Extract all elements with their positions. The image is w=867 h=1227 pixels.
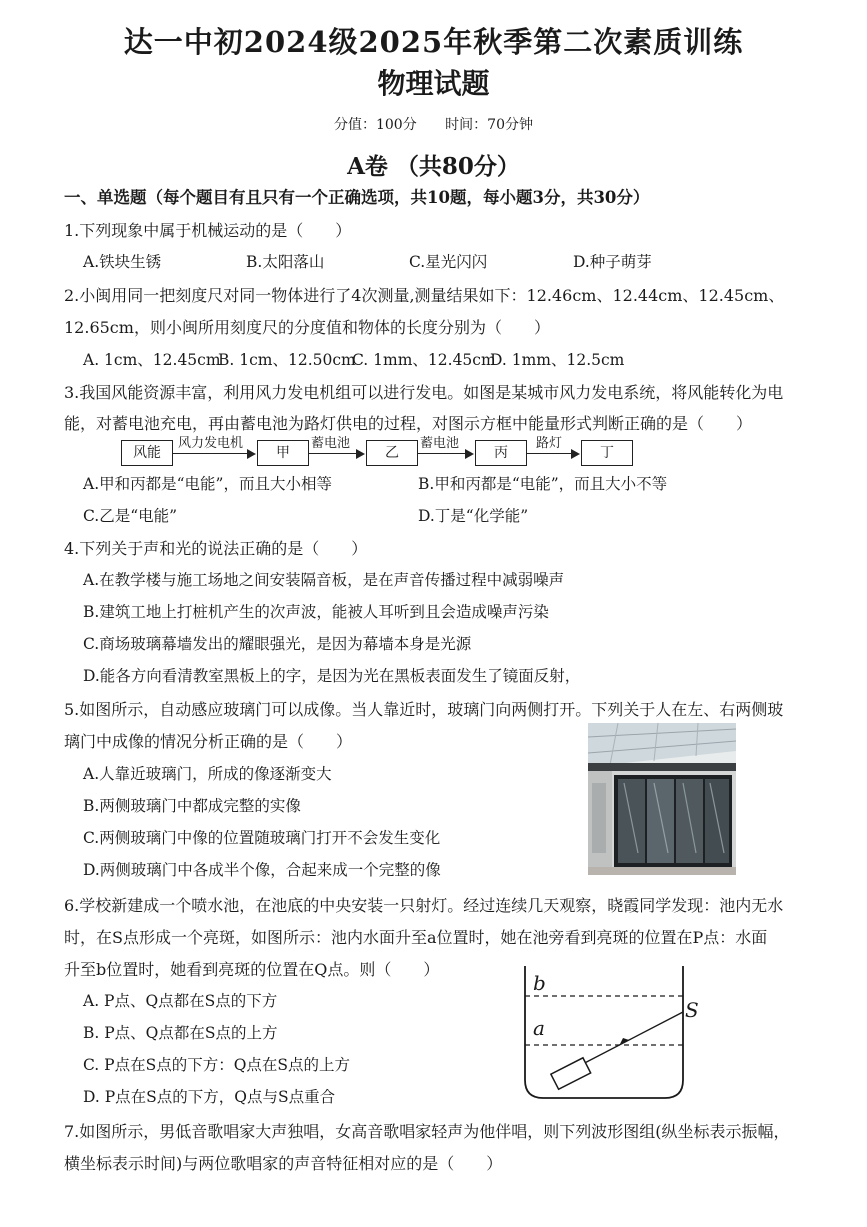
q3-line1: 3.我国风能资源丰富，利用风力发电机组可以进行发电。如图是某城市风力发电系统，将风能转化为电 — [64, 383, 784, 402]
flow-label-streetlight: 路灯 — [536, 436, 563, 451]
q2-line2: 12.65cm，则小闽所用刻度尺的分度值和物体的长度分别为（ ） — [64, 318, 550, 337]
q2-option-b: B. 1cm、12.50cm — [218, 351, 356, 369]
exam-title: 达一中初2024级2025年秋季第二次素质训练 — [123, 25, 744, 59]
q3-option-a: A.甲和丙都是“电能”，而且大小相等 — [83, 475, 332, 493]
q3-option-d: D.丁是“化学能” — [418, 507, 529, 525]
time-info: 时间：70分钟 — [445, 117, 533, 133]
q4-option-c: C.商场玻璃幕墙发出的耀眼强光，是因为幕墙本身是光源 — [83, 635, 472, 653]
arrow-right-icon — [465, 449, 474, 459]
q2-option-d: D. 1mm、12.5cm — [490, 351, 625, 369]
q4-stem: 4.下列关于声和光的说法正确的是（ ） — [64, 539, 368, 558]
arrow-right-icon — [356, 449, 365, 459]
q2-option-a: A. 1cm、12.45cm — [83, 351, 221, 369]
q5-option-a: A.人靠近玻璃门，所成的像逐渐变大 — [83, 765, 332, 783]
q6-option-d: D. P点在S点的下方，Q点与S点重合 — [83, 1088, 336, 1106]
flow-arrow-line — [418, 453, 467, 454]
arrow-right-icon — [571, 449, 580, 459]
q1-stem: 1.下列现象中属于机械运动的是（ ） — [64, 221, 352, 240]
q5-line1: 5.如图所示，自动感应玻璃门可以成像。当人靠近时，玻璃门向两侧打开。下列关于人在左、右两侧玻 — [64, 700, 784, 719]
label-b: b — [533, 971, 546, 995]
label-a: a — [533, 1016, 545, 1040]
glass-door-photo — [588, 723, 736, 875]
q6-line3: 升至b位置时，她看到亮斑的位置在Q点。则（ ） — [64, 960, 440, 979]
q6-line1: 6.学校新建成一个喷水池，在池底的中央安装一只射灯。经过连续几天观察，晓霞同学发现：池内无水 — [64, 896, 784, 915]
q7-line1: 7.如图所示，男低音歌唱家大声独唱，女高音歌唱家轻声为他伴唱，则下列波形图组(纵坐标表示振幅， — [64, 1122, 790, 1141]
q1-option-c: C.星光闪闪 — [409, 253, 488, 271]
q6-option-c: C. P点在S点的下方：Q点在S点的上方 — [83, 1056, 351, 1074]
q5-line2: 璃门中成像的情况分析正确的是（ ） — [64, 732, 353, 751]
flow-label-battery-2: 蓄电池 — [420, 436, 460, 451]
q3-option-b: B.甲和丙都是“电能”，而且大小不等 — [418, 475, 668, 493]
flow-arrow-line — [173, 453, 249, 454]
q3-option-c: C.乙是“电能” — [83, 507, 178, 525]
q1-option-d: D.种子萌芽 — [573, 253, 652, 271]
q2-option-c: C. 1mm、12.45cm — [352, 351, 496, 369]
q5-option-b: B.两侧玻璃门中都成完整的实像 — [83, 797, 301, 815]
q4-option-a: A.在教学楼与施工场地之间安装隔音板，是在声音传播过程中减弱噪声 — [83, 571, 565, 589]
arrow-right-icon — [247, 449, 256, 459]
score-info: 分值：100分 — [333, 117, 417, 133]
q6-option-b: B. P点、Q点都在S点的上方 — [83, 1024, 278, 1042]
section-heading: 一、单选题（每个题目有且只有一个正确选项，共10题，每小题3分，共30分） — [64, 188, 650, 207]
flow-label-generator: 风力发电机 — [178, 436, 244, 451]
q4-option-d: D.能各方向看清教室黑板上的字，是因为光在黑板表面发生了镜面反射， — [83, 667, 581, 685]
q5-option-c: C.两侧玻璃门中像的位置随玻璃门打开不会发生变化 — [83, 829, 441, 847]
exam-subtitle: 物理试题 — [377, 67, 490, 100]
flow-box-yi: 乙 — [366, 440, 418, 466]
volume-heading: A卷 （共80分） — [347, 153, 520, 180]
flow-box-wind-energy: 风能 — [121, 440, 173, 466]
exam-meta — [0, 114, 867, 134]
flow-label-battery-1: 蓄电池 — [311, 436, 351, 451]
flow-box-bing: 丙 — [475, 440, 527, 466]
q1-option-b: B.太阳落山 — [246, 253, 325, 271]
q6-line2: 时，在S点形成一个亮斑，如图所示：池内水面升至a位置时，她在池旁看到亮斑的位置在P点：水面 — [64, 928, 768, 947]
flow-arrow-line — [527, 453, 573, 454]
q6-option-a: A. P点、Q点都在S点的下方 — [83, 992, 278, 1010]
q4-option-b: B.建筑工地上打桩机产生的次声波，能被人耳听到且会造成噪声污染 — [83, 603, 549, 621]
q1-option-a: A.铁块生锈 — [83, 253, 162, 271]
flow-box-ding: 丁 — [581, 440, 633, 466]
pool-diagram — [515, 962, 715, 1106]
flow-box-jia: 甲 — [257, 440, 309, 466]
q7-line2: 横坐标表示时间)与两位歌唱家的声音特征相对应的是（ ） — [64, 1154, 503, 1173]
label-s: S — [685, 998, 699, 1022]
q5-option-d: D.两侧玻璃门中各成半个像，合起来成一个完整的像 — [83, 861, 441, 879]
q2-line1: 2.小闽用同一把刻度尺对同一物体进行了4次测量,测量结果如下：12.46cm、12.44cm、12.45cm、 — [64, 286, 785, 305]
flow-arrow-line — [309, 453, 358, 454]
q3-line2: 能，对蓄电池充电，再由蓄电池为路灯供电的过程，对图示方框中能量形式判断正确的是（ ） — [64, 414, 753, 433]
